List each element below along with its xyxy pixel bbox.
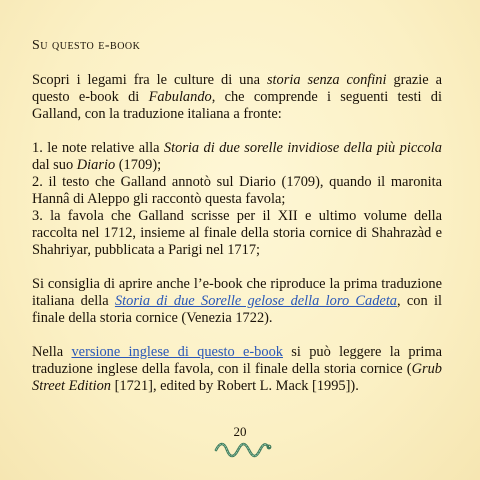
list-item-1-text-c: (1709); <box>115 157 162 173</box>
list-item-3: 3. la favola che Galland scrisse per il XII e ultimo volume della raccolta nel 1712, insieme al finale della storia cornice di Shahrazàd e Shahriyar, pubblicata a Parigi nel 1717; <box>32 208 442 258</box>
recommendation-text-2: , con il finale della storia cornice (Venezia 1722). <box>32 293 442 326</box>
english-text-3: [1721], edited by Robert L. Mack [1995]). <box>111 378 359 394</box>
recommendation-text-1: Si consiglia di aprire anche l’e-book che riproduce la prima traduzione italiana della <box>32 276 442 309</box>
list-item-1-text-a: 1. le note relative alla <box>32 140 164 156</box>
italian-translation-link[interactable]: Storia di due Sorelle gelose della loro Cadeta <box>114 293 398 309</box>
intro-text-3: , che comprende i seguenti testi di Galland, con la traduzione italiana a fronte: <box>32 89 442 122</box>
serpent-flourish-icon <box>214 438 272 460</box>
english-text-2: si può leggere la prima traduzione inglese della favola, con il finale della storia cornice ( <box>32 344 442 377</box>
intro-text-1: Scopri i legami fra le culture di una <box>32 72 267 88</box>
section-heading: Su questo e-book <box>32 38 141 53</box>
intro-italic-brand: Fabulando <box>148 89 212 105</box>
contents-list <box>32 140 442 259</box>
intro-italic-title: storia senza confini <box>266 72 387 88</box>
english-text-1: Nella <box>32 344 72 360</box>
ebook-page <box>32 38 442 412</box>
recommendation-paragraph <box>32 276 442 327</box>
page-number: 20 <box>233 424 247 439</box>
list-item-1 <box>32 140 442 174</box>
list-item-1-italic-title: Storia di due sorelle invidiose della più piccola <box>163 140 443 156</box>
english-version-paragraph <box>32 344 442 395</box>
intro-paragraph <box>32 72 442 123</box>
list-item-2: 2. il testo che Galland annotò sul Diario (1709), quando il maronita Hannâ di Aleppo gli raccontò questa favola; <box>32 174 442 207</box>
list-item-1-text-b: dal suo <box>32 157 77 173</box>
english-italic-edition: Grub Street Edition <box>32 361 442 394</box>
english-version-link[interactable]: versione inglese di questo e-book <box>71 344 283 360</box>
intro-text-2: grazie a questo e-book di <box>32 72 443 105</box>
list-item-1-italic-diary: Diario <box>76 157 116 173</box>
